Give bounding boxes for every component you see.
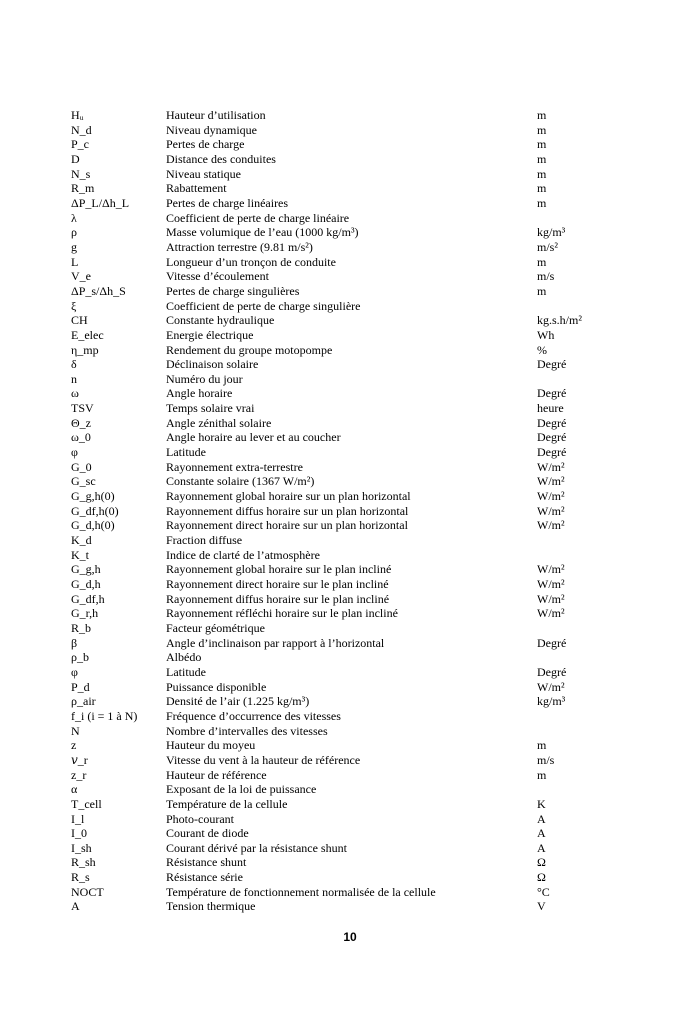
unit-cell: A: [537, 811, 546, 826]
symbol-cell: P_d: [71, 679, 90, 694]
description-cell: Angle horaire au lever et au coucher: [166, 430, 341, 445]
nomenclature-row: [71, 299, 651, 314]
nomenclature-row: [71, 855, 651, 870]
unit-cell: A: [537, 826, 546, 841]
unit-cell: W/m²: [537, 577, 565, 591]
unit-cell: W/m²: [537, 606, 565, 621]
symbol-cell: K_d: [71, 533, 92, 548]
symbol-cell: β: [71, 635, 78, 650]
description-cell: Albédo: [166, 650, 202, 665]
description-cell: Exposant de la loi de puissance: [166, 782, 317, 797]
symbol-cell: ρ_b: [71, 650, 89, 665]
nomenclature-row: [71, 313, 651, 328]
symbol-cell: Θ_z: [71, 415, 91, 430]
unit-cell: W/m²: [537, 474, 565, 489]
unit-cell: m: [537, 283, 547, 298]
symbol-cell: T_cell: [71, 796, 102, 811]
nomenclature-row: [71, 401, 651, 416]
symbol-cell: δ: [71, 357, 77, 372]
unit-cell: kg/m³: [537, 694, 566, 709]
unit-cell: Degré: [537, 415, 567, 430]
symbol-cell: G_0: [71, 459, 92, 474]
unit-cell: Degré: [537, 635, 567, 650]
symbol-cell: A: [71, 899, 80, 914]
nomenclature-row: [71, 123, 651, 138]
symbol-cell: G_df,h: [71, 591, 105, 606]
nomenclature-row: [71, 489, 651, 504]
nomenclature-row: [71, 899, 651, 914]
nomenclature-row: [71, 621, 651, 636]
nomenclature-row: [71, 108, 651, 123]
description-cell: Rendement du groupe motopompe: [166, 342, 333, 357]
unit-cell: W/m²: [537, 459, 565, 474]
nomenclature-row: [71, 826, 651, 841]
symbol-cell: N_d: [71, 122, 92, 137]
description-cell: Rayonnement global horaire sur le plan incliné: [166, 562, 392, 577]
description-cell: Coefficient de perte de charge linéaire: [166, 210, 350, 225]
symbol-cell: N_s: [71, 166, 91, 181]
nomenclature-row: [71, 167, 651, 182]
unit-cell: Ω: [537, 855, 546, 870]
unit-cell: m: [537, 137, 547, 152]
nomenclature-row: [71, 606, 651, 621]
symbol-cell: E_elec: [71, 327, 104, 342]
nomenclature-row: [71, 372, 651, 387]
description-cell: Hauteur du moyeu: [166, 738, 256, 753]
nomenclature-row: [71, 357, 651, 372]
symbol-cell: G_d,h: [71, 577, 101, 591]
unit-cell: W/m²: [537, 518, 565, 533]
unit-cell: Degré: [537, 386, 567, 401]
symbol-cell: G_r,h: [71, 606, 99, 621]
symbol-cell: P_c: [71, 137, 89, 152]
symbol-cell: V_e: [71, 269, 91, 284]
description-cell: Rayonnement réfléchi horaire sur le plan incliné: [166, 606, 398, 621]
nomenclature-row: [71, 416, 651, 431]
symbol-cell: ξ: [71, 298, 77, 313]
symbol-cell: G_df,h(0): [71, 503, 119, 518]
symbol-cell: ω: [71, 386, 79, 401]
symbol-cell: ρ: [71, 225, 77, 240]
description-cell: Temps solaire vrai: [166, 401, 255, 416]
nomenclature-row: [71, 211, 651, 226]
nomenclature-row: [71, 753, 651, 768]
symbol-cell: G_g,h(0): [71, 489, 115, 504]
nomenclature-row: [71, 636, 651, 651]
unit-cell: kg.s.h/m²: [537, 313, 582, 328]
unit-cell: heure: [537, 401, 564, 416]
description-cell: Courant dérivé par la résistance shunt: [166, 840, 347, 855]
unit-cell: V: [537, 899, 546, 914]
nomenclature-row: [71, 137, 651, 152]
description-cell: Rayonnement global horaire sur un plan horizontal: [166, 489, 411, 504]
nomenclature-row: [71, 533, 651, 548]
unit-cell: m/s²: [537, 239, 558, 254]
description-cell: Energie électrique: [166, 327, 254, 342]
unit-cell: W/m²: [537, 679, 565, 694]
description-cell: Résistance série: [166, 870, 243, 885]
unit-cell: Degré: [537, 430, 567, 445]
description-cell: Nombre d’intervalles des vitesses: [166, 723, 328, 738]
nomenclature-row: [71, 812, 651, 827]
symbol-cell: z_r: [71, 767, 87, 782]
unit-cell: A: [537, 840, 546, 855]
symbol-cell: η_mp: [71, 342, 99, 357]
description-cell: Photo-courant: [166, 811, 234, 826]
description-cell: Rabattement: [166, 181, 227, 196]
description-cell: Fraction diffuse: [166, 533, 243, 548]
description-cell: Rayonnement diffus horaire sur le plan incliné: [166, 591, 390, 606]
description-cell: Déclinaison solaire: [166, 357, 259, 372]
unit-cell: m: [537, 738, 547, 753]
nomenclature-row: [71, 181, 651, 196]
unit-cell: m: [537, 195, 547, 210]
symbol-cell: φ: [71, 664, 78, 679]
symbol-cell: G_sc: [71, 474, 96, 489]
nomenclature-row: [71, 665, 651, 680]
nomenclature-row: [71, 577, 651, 592]
nomenclature-row: [71, 650, 651, 665]
unit-cell: m: [537, 108, 547, 122]
description-cell: Facteur géométrique: [166, 620, 265, 635]
unit-cell: m: [537, 254, 547, 269]
description-cell: Fréquence d’occurrence des vitesses: [166, 708, 341, 723]
page-number: 10: [343, 930, 357, 944]
nomenclature-row: [71, 269, 651, 284]
symbol-cell: G_g,h: [71, 562, 101, 577]
nomenclature-row: [71, 225, 651, 240]
symbol-cell: I_0: [71, 826, 87, 841]
description-cell: Température de la cellule: [166, 796, 288, 811]
symbol-cell: 𝑣_r: [71, 752, 88, 767]
unit-cell: Degré: [537, 445, 567, 460]
symbol-cell: ΔP_s/Δh_S: [71, 283, 126, 298]
nomenclature-row: [71, 445, 651, 460]
description-cell: Rayonnement direct horaire sur le plan incliné: [166, 577, 389, 591]
symbol-cell: CH: [71, 313, 88, 328]
nomenclature-row: [71, 738, 651, 753]
nomenclature-row: [71, 430, 651, 445]
unit-cell: W/m²: [537, 562, 565, 577]
nomenclature-row: [71, 548, 651, 563]
nomenclature-row: [71, 870, 651, 885]
symbol-cell: Hᵤ: [71, 108, 84, 122]
symbol-cell: ΔP_L/Δh_L: [71, 195, 130, 210]
description-cell: Latitude: [166, 664, 206, 679]
symbol-cell: R_b: [71, 620, 92, 635]
symbol-cell: D: [71, 151, 80, 166]
symbol-cell: α: [71, 782, 78, 797]
description-cell: Rayonnement direct horaire sur un plan horizontal: [166, 518, 408, 533]
symbol-cell: R_m: [71, 181, 95, 196]
unit-cell: W/m²: [537, 591, 565, 606]
description-cell: Hauteur de référence: [166, 767, 267, 782]
unit-cell: Ω: [537, 870, 546, 885]
unit-cell: m/s: [537, 752, 555, 767]
nomenclature-table: [71, 108, 651, 914]
description-cell: Rayonnement diffus horaire sur un plan horizontal: [166, 503, 409, 518]
unit-cell: W/m²: [537, 503, 565, 518]
unit-cell: m: [537, 181, 547, 196]
nomenclature-row: [71, 152, 651, 167]
symbol-cell: NOCT: [71, 884, 104, 899]
nomenclature-row: [71, 709, 651, 724]
description-cell: Pertes de charge linéaires: [166, 195, 289, 210]
nomenclature-row: [71, 724, 651, 739]
description-cell: Numéro du jour: [166, 371, 243, 386]
unit-cell: m: [537, 151, 547, 166]
nomenclature-row: [71, 196, 651, 211]
description-cell: Attraction terrestre (9.81 m/s²): [166, 239, 313, 254]
nomenclature-row: [71, 328, 651, 343]
unit-cell: °C: [537, 884, 550, 899]
symbol-cell: K_t: [71, 547, 89, 562]
unit-cell: m/s: [537, 269, 555, 284]
description-cell: Coefficient de perte de charge singulière: [166, 298, 361, 313]
nomenclature-row: [71, 240, 651, 255]
symbol-cell: I_l: [71, 811, 85, 826]
nomenclature-row: [71, 768, 651, 783]
symbol-cell: λ: [71, 210, 77, 225]
description-cell: Niveau dynamique: [166, 122, 257, 137]
description-cell: Indice de clarté de l’atmosphère: [166, 547, 320, 562]
description-cell: Angle horaire: [166, 386, 233, 401]
unit-cell: Degré: [537, 357, 567, 372]
symbol-cell: R_s: [71, 870, 90, 885]
description-cell: Pertes de charge singulières: [166, 283, 300, 298]
nomenclature-row: [71, 694, 651, 709]
nomenclature-row: [71, 255, 651, 270]
nomenclature-row: [71, 284, 651, 299]
symbol-cell: ω_0: [71, 430, 91, 445]
description-cell: Température de fonctionnement normalisée de la cellule: [166, 884, 436, 899]
description-cell: Masse volumique de l’eau (1000 kg/m³): [166, 225, 359, 240]
unit-cell: m: [537, 166, 547, 181]
unit-cell: %: [537, 342, 547, 357]
nomenclature-row: [71, 562, 651, 577]
description-cell: Hauteur d’utilisation: [166, 108, 266, 122]
symbol-cell: G_d,h(0): [71, 518, 115, 533]
nomenclature-row: [71, 592, 651, 607]
nomenclature-row: [71, 386, 651, 401]
symbol-cell: L: [71, 254, 79, 269]
nomenclature-row: [71, 841, 651, 856]
description-cell: Résistance shunt: [166, 855, 247, 870]
description-cell: Tension thermique: [166, 899, 256, 914]
nomenclature-row: [71, 797, 651, 812]
description-cell: Puissance disponible: [166, 679, 267, 694]
symbol-cell: R_sh: [71, 855, 96, 870]
description-cell: Angle zénithal solaire: [166, 415, 272, 430]
nomenclature-row: [71, 474, 651, 489]
nomenclature-row: [71, 460, 651, 475]
description-cell: Vitesse d’écoulement: [166, 269, 269, 284]
description-cell: Longueur d’un tronçon de conduite: [166, 254, 336, 269]
nomenclature-row: [71, 782, 651, 797]
nomenclature-row: [71, 680, 651, 695]
nomenclature-row: [71, 518, 651, 533]
description-cell: Courant de diode: [166, 826, 249, 841]
symbol-cell: f_i (i = 1 à N): [71, 708, 138, 723]
unit-cell: kg/m³: [537, 225, 566, 240]
symbol-cell: ρ_air: [71, 694, 96, 709]
description-cell: Densité de l’air (1.225 kg/m³): [166, 694, 310, 709]
unit-cell: Wh: [537, 327, 555, 342]
symbol-cell: φ: [71, 445, 78, 460]
symbol-cell: z: [71, 738, 77, 753]
description-cell: Rayonnement extra-terrestre: [166, 459, 303, 474]
symbol-cell: TSV: [71, 401, 94, 416]
description-cell: Distance des conduites: [166, 151, 276, 166]
nomenclature-row: [71, 343, 651, 358]
description-cell: Constante solaire (1367 W/m²): [166, 474, 315, 489]
symbol-cell: I_sh: [71, 840, 92, 855]
description-cell: Pertes de charge: [166, 137, 245, 152]
unit-cell: W/m²: [537, 489, 565, 504]
nomenclature-row: [71, 504, 651, 519]
nomenclature-row: [71, 885, 651, 900]
unit-cell: m: [537, 767, 547, 782]
symbol-cell: g: [71, 239, 77, 254]
description-cell: Vitesse du vent à la hauteur de référence: [166, 752, 361, 767]
unit-cell: m: [537, 122, 547, 137]
symbol-cell: n: [71, 371, 77, 386]
symbol-cell: N: [71, 723, 80, 738]
unit-cell: Degré: [537, 664, 567, 679]
description-cell: Constante hydraulique: [166, 313, 275, 328]
description-cell: Angle d’inclinaison par rapport à l’horizontal: [166, 635, 385, 650]
description-cell: Latitude: [166, 445, 206, 460]
description-cell: Niveau statique: [166, 166, 241, 181]
unit-cell: K: [537, 796, 546, 811]
